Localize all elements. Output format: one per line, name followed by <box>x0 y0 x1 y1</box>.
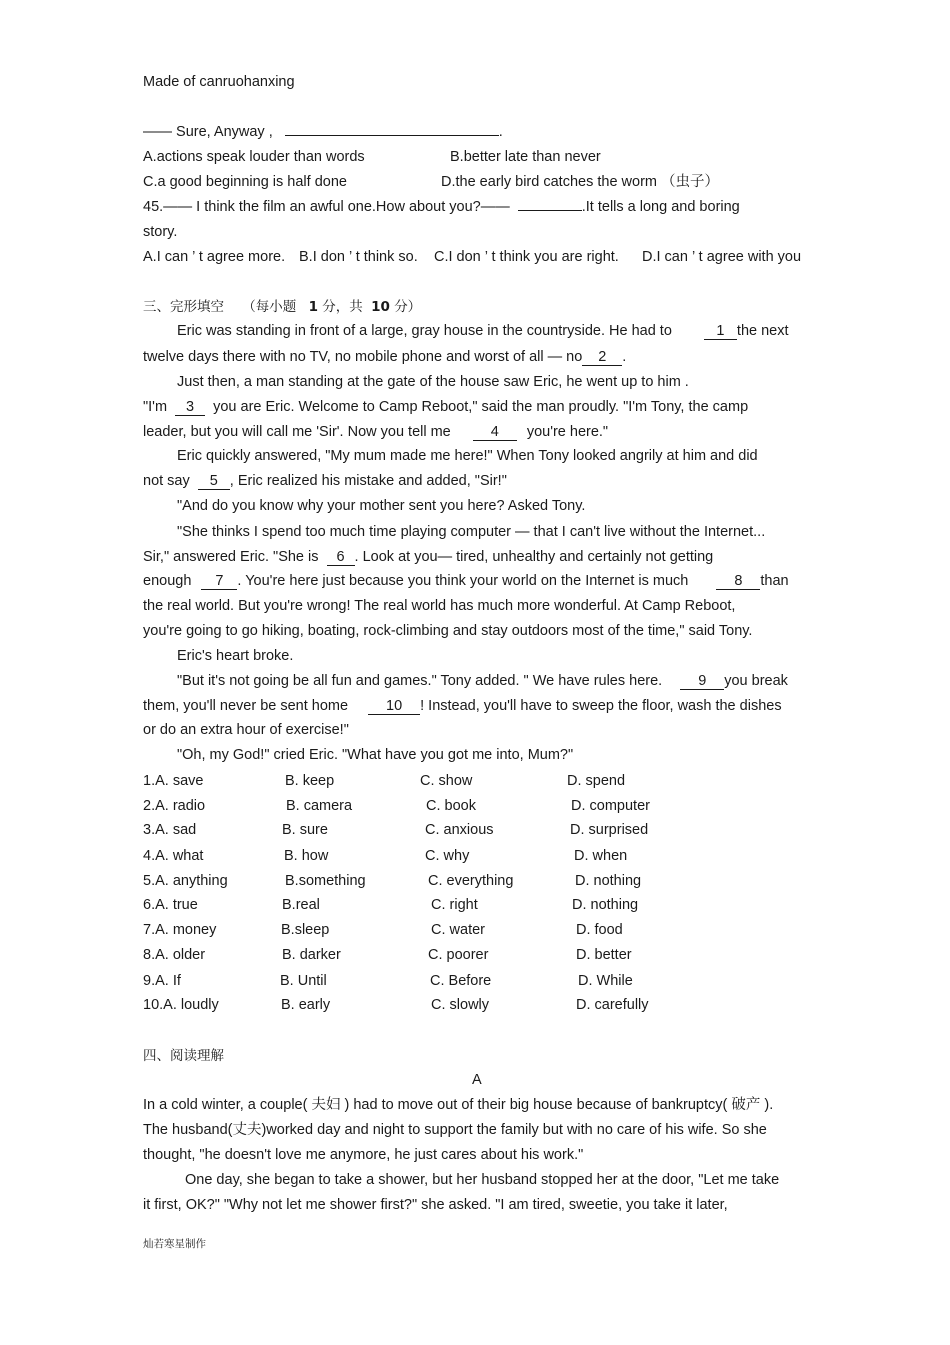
blank-6[interactable]: 6 <box>327 549 355 566</box>
choice-b[interactable]: B.sleep <box>281 922 330 938</box>
passage-text: you break <box>724 673 788 689</box>
blank-2[interactable]: 2 <box>582 349 622 366</box>
blank-9[interactable]: 9 <box>680 673 724 690</box>
q44-option-b: B.better late than never <box>450 149 601 165</box>
q44-option-c: C.a good beginning is half done <box>143 174 347 190</box>
choice-d[interactable]: D. food <box>576 922 623 938</box>
blank-1[interactable]: 1 <box>704 323 737 340</box>
q45-text: 45.—— I think the film an awful one.How about you?—— <box>143 199 510 215</box>
choice-d[interactable]: D. nothing <box>575 873 642 889</box>
passage-text: "But it's not going be all fun and games." Tony added. " We have rules here. <box>177 673 663 689</box>
section3-title <box>143 295 421 315</box>
passage-line <box>143 348 626 366</box>
choice-c[interactable]: C. water <box>431 922 485 938</box>
choice-d[interactable]: D. nothing <box>572 897 639 913</box>
q44-dialog-text: —— Sure, Anyway , <box>143 124 273 140</box>
choice-a[interactable]: 2.A. radio <box>143 798 206 814</box>
passage-text: you're here." <box>526 424 609 440</box>
reading-line: it first, OK?" "Why not let me shower first?" she asked. "I am tired, sweetie, you take it later, <box>143 1197 728 1213</box>
choice-b[interactable]: B.something <box>285 873 366 889</box>
blank-8[interactable]: 8 <box>716 573 760 590</box>
section3-note-c: 分，共 <box>322 299 363 315</box>
reading-line: In a cold winter, a couple( 夫妇 ) had to move out of their big house because of bankruptcy( 破产 ). <box>143 1097 774 1113</box>
q45-option-a: A.I can ’ t agree more. <box>143 249 286 265</box>
passage-text: Eric was standing in front of a large, gray house in the countryside. He had to <box>177 323 672 339</box>
q45-question <box>143 198 740 216</box>
choice-d[interactable]: D. carefully <box>576 997 649 1013</box>
choice-c[interactable]: C. poorer <box>428 947 489 963</box>
passage-line: Just then, a man standing at the gate of the house saw Eric, he went up to him . <box>177 374 689 390</box>
passage-line: "And do you know why your mother sent you here? Asked Tony. <box>177 498 586 514</box>
passage-line: or do an extra hour of exercise!" <box>143 722 349 738</box>
passage-line <box>143 548 713 566</box>
passage-text: Sir," answered Eric. "She is <box>143 549 319 565</box>
choice-a[interactable]: 5.A. anything <box>143 873 228 889</box>
passage-text: , Eric realized his mistake and added, "Sir!" <box>229 473 507 489</box>
q45-option-d: D.I can ’ t agree with you <box>642 249 802 265</box>
blank-3[interactable]: 3 <box>175 399 205 416</box>
choice-b[interactable]: B. sure <box>282 822 328 838</box>
q45-answer-blank[interactable] <box>518 210 582 211</box>
page-header: Made of canruohanxing <box>143 74 295 90</box>
choice-c[interactable]: C. book <box>426 798 476 814</box>
q44-answer-blank[interactable] <box>285 135 499 136</box>
blank-5[interactable]: 5 <box>198 473 230 490</box>
passage-line: Eric quickly answered, "My mum made me here!" When Tony looked angrily at him and did <box>177 448 758 464</box>
q44-dialog <box>143 123 503 141</box>
choice-a[interactable]: 7.A. money <box>143 922 217 938</box>
section4-title: 四、阅读理解 <box>143 1048 224 1064</box>
choice-c[interactable]: C. slowly <box>431 997 490 1013</box>
choice-d[interactable]: D. While <box>578 973 633 989</box>
section3-note-e: 分） <box>394 299 422 315</box>
passage-text: enough <box>143 573 192 589</box>
reading-line: One day, she began to take a shower, but her husband stopped her at the door, "Let me take <box>185 1172 780 1188</box>
passage-a-label: A <box>472 1072 482 1088</box>
choice-b[interactable]: B. camera <box>286 798 353 814</box>
passage-text: "I'm <box>143 399 168 415</box>
choice-b[interactable]: B. how <box>284 848 329 864</box>
choice-d[interactable]: D. computer <box>571 798 650 814</box>
q44-option-a: A.actions speak louder than words <box>143 149 365 165</box>
page-footer: 灿若寒星制作 <box>143 1238 206 1250</box>
passage-line <box>143 572 789 590</box>
passage-line: "Oh, my God!" cried Eric. "What have you got me into, Mum?" <box>177 747 574 763</box>
choice-c[interactable]: C. anxious <box>425 822 494 838</box>
passage-text: the next <box>736 323 789 339</box>
choice-c[interactable]: C. right <box>431 897 478 913</box>
section3-note-b: 1 <box>308 299 318 315</box>
choice-b[interactable]: B. Until <box>280 973 327 989</box>
passage-line <box>177 672 788 690</box>
blank-4[interactable]: 4 <box>473 424 517 441</box>
passage-line: you're going to go hiking, boating, rock-climbing and stay outdoors most of the time," said Tony. <box>143 623 753 639</box>
choice-a[interactable]: 9.A. If <box>143 973 181 989</box>
choice-d[interactable]: D. surprised <box>570 822 649 838</box>
passage-line <box>143 472 507 490</box>
choice-d[interactable]: D. better <box>576 947 632 963</box>
choice-a[interactable]: 8.A. older <box>143 947 206 963</box>
passage-line <box>177 322 789 340</box>
q45-text-tail: .It tells a long and boring <box>581 199 740 215</box>
choice-c[interactable]: C. everything <box>428 873 514 889</box>
choice-a[interactable]: 10.A. loudly <box>143 997 219 1013</box>
choice-c[interactable]: C. Before <box>430 973 492 989</box>
choice-a[interactable]: 1.A. save <box>143 773 204 789</box>
passage-text: . Look at you— tired, unhealthy and certainly not getting <box>354 549 714 565</box>
reading-line: The husband(丈夫)worked day and night to support the family but with no care of his wife. So she <box>143 1122 767 1138</box>
passage-text: them, you'll never be sent home <box>143 698 349 714</box>
choice-b[interactable]: B. darker <box>282 947 341 963</box>
passage-text: . <box>622 349 627 365</box>
q44-option-d: D.the early bird catches the worm （虫子） <box>441 174 720 190</box>
section3-heading: 三、完形填空 <box>143 299 224 315</box>
passage-line <box>143 423 608 441</box>
passage-text: you are Eric. Welcome to Camp Reboot," said the man proudly. "I'm Tony, the camp <box>213 399 749 415</box>
q44-period: . <box>498 124 503 140</box>
choice-b[interactable]: B.real <box>282 897 320 913</box>
section3-note-d: 10 <box>371 299 390 315</box>
choice-d[interactable]: D. spend <box>567 773 626 789</box>
passage-text: ! Instead, you'll have to sweep the floor, wash the dishes <box>420 698 782 714</box>
q45-option-c: C.I don ’ t think you are right. <box>434 249 619 265</box>
passage-line <box>143 398 748 416</box>
choice-b[interactable]: B. early <box>281 997 331 1013</box>
passage-line: Eric's heart broke. <box>177 648 294 664</box>
passage-text: leader, but you will call me 'Sir'. Now you tell me <box>143 424 451 440</box>
passage-text: . You're here just because you think your world on the Internet is much <box>237 573 689 589</box>
choice-a[interactable]: 6.A. true <box>143 897 198 913</box>
passage-text: not say <box>143 473 190 489</box>
choice-c[interactable]: C. why <box>425 848 470 864</box>
passage-line: the real world. But you're wrong! The real world has much more wonderful. At Camp Reboot, <box>143 598 736 614</box>
choice-a[interactable]: 3.A. sad <box>143 822 197 838</box>
reading-line: thought, "he doesn't love me anymore, he just cares about his work." <box>143 1147 584 1163</box>
passage-text: twelve days there with no TV, no mobile phone and worst of all — no <box>143 349 583 365</box>
q45-text-line2: story. <box>143 224 178 240</box>
blank-7[interactable]: 7 <box>201 573 237 590</box>
choice-a[interactable]: 4.A. what <box>143 848 204 864</box>
section3-note-a: （每小题 <box>242 299 297 315</box>
choice-b[interactable]: B. keep <box>285 773 335 789</box>
blank-10[interactable]: 10 <box>368 698 420 715</box>
passage-line <box>143 697 782 715</box>
choice-d[interactable]: D. when <box>574 848 628 864</box>
passage-line: "She thinks I spend too much time playing computer — that I can't live without the Internet... <box>177 524 766 540</box>
choice-c[interactable]: C. show <box>420 773 473 789</box>
q45-option-b: B.I don ’ t think so. <box>299 249 418 265</box>
passage-text: than <box>760 573 789 589</box>
